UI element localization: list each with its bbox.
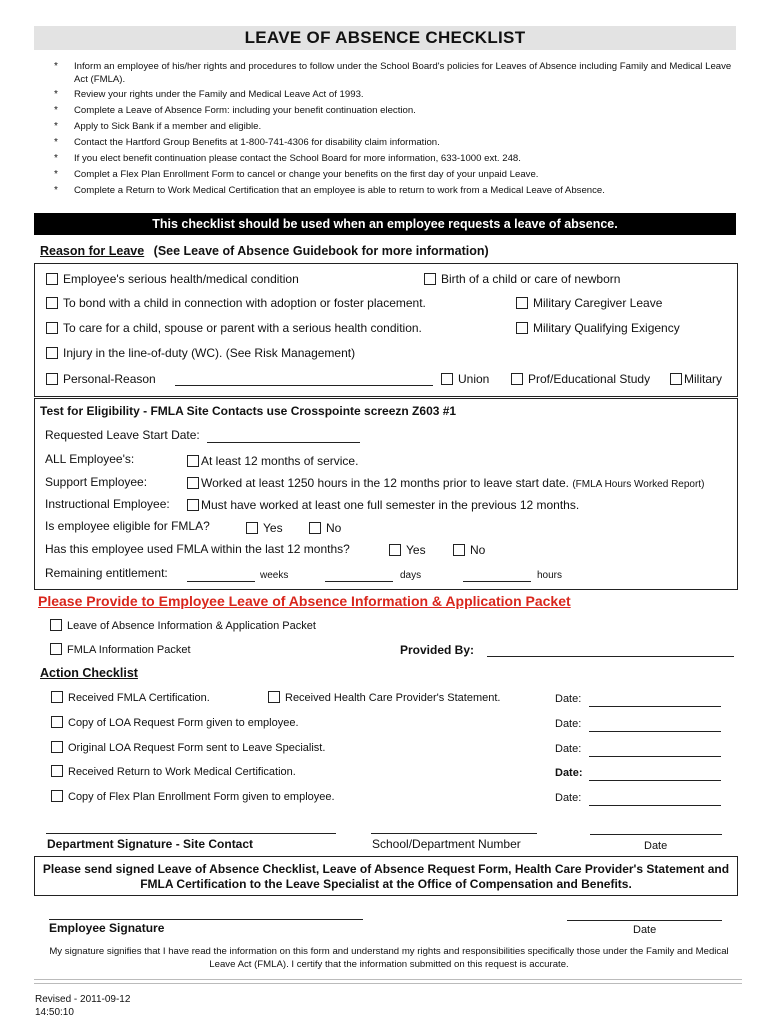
support-employee-option: Worked at least 1250 hours in the 12 months prior to leave start date. (FMLA Hours Worked Report) bbox=[187, 476, 704, 490]
fmla-packet-item: FMLA Information Packet bbox=[50, 643, 191, 656]
reason-birth: Birth of a child or care of newborn bbox=[424, 272, 620, 286]
eligible-question: Is employee eligible for FMLA? bbox=[45, 519, 210, 533]
action-item-copy-request: Copy of LOA Request Form given to employee. bbox=[51, 716, 299, 729]
list-item: * Contact the Hartford Group Benefits at 1-800-741-4306 for disability claim information. bbox=[54, 137, 734, 150]
fmla-cert-checkbox[interactable] bbox=[51, 691, 63, 703]
dept-signature-field[interactable] bbox=[46, 826, 336, 834]
prof-checkbox[interactable] bbox=[511, 373, 523, 385]
reason-title: Reason for Leave bbox=[40, 244, 145, 258]
weeks-label: weeks bbox=[260, 570, 289, 581]
action-item-provider-statement: Received Health Care Provider's Statement. bbox=[268, 691, 500, 704]
instructions-list bbox=[54, 61, 734, 201]
union-checkbox[interactable] bbox=[441, 373, 453, 385]
dept-date-label: Date bbox=[644, 840, 668, 852]
reason-care: To care for a child, spouse or parent with a serious health condition. bbox=[46, 321, 422, 335]
used-yes-checkbox[interactable] bbox=[389, 544, 401, 556]
used-no-checkbox[interactable] bbox=[453, 544, 465, 556]
service-checkbox[interactable] bbox=[187, 455, 199, 467]
reason-military-exigency: Military Qualifying Exigency bbox=[516, 321, 680, 335]
submission-notice: Please send signed Leave of Absence Checklist, Leave of Absence Request Form, Health Care Provider's Statement and FMLA Certification to the Leave Specialist at the Office of Compensation and Benefits. bbox=[34, 856, 738, 896]
employee-date-field[interactable] bbox=[567, 913, 722, 921]
attestation-text: My signature signifies that I have read the information on this form and understand my rights and responsibilities specifically those under the Family and Medical Leave Act (FMLA). I certify that the information submitted on this request is accurate. bbox=[49, 946, 729, 970]
copy-request-checkbox[interactable] bbox=[51, 716, 63, 728]
instructional-employee-label: Instructional Employee: bbox=[45, 497, 170, 511]
weeks-field[interactable] bbox=[187, 570, 255, 582]
days-label: days bbox=[400, 570, 422, 581]
personal-checkbox[interactable] bbox=[46, 373, 58, 385]
list-item: * Inform an employee of his/her rights and procedures to follow under the School Board's policies for Leaves of Absence including Family and Medical Leave Act (FMLA). bbox=[54, 61, 734, 86]
list-item: * If you elect benefit continuation please contact the School Board for more information, 633-1000 ext. 248. bbox=[54, 153, 734, 166]
separator bbox=[34, 983, 742, 984]
personal-reason-field[interactable] bbox=[175, 374, 433, 386]
start-date-field[interactable] bbox=[207, 431, 360, 443]
reason-military: Military bbox=[670, 372, 722, 386]
fmla-packet-checkbox[interactable] bbox=[50, 643, 62, 655]
eligibility-heading: Test for Eligibility - FMLA Site Contacts use Crosspointe screezn Z603 #1 bbox=[40, 404, 457, 418]
page-title: LEAVE OF ABSENCE CHECKLIST bbox=[34, 26, 736, 50]
injury-checkbox[interactable] bbox=[46, 347, 58, 359]
revised-time: 14:50:10 bbox=[35, 1007, 74, 1018]
eligible-yes: Yes bbox=[246, 521, 283, 535]
date-label: Date: bbox=[555, 693, 582, 705]
reason-prof: Prof/Educational Study bbox=[511, 372, 650, 386]
list-item: * Complete a Return to Work Medical Certification that an employee is able to return to work from a Medical Leave of Absence. bbox=[54, 185, 734, 198]
date-label: Date: bbox=[555, 767, 583, 779]
date-field[interactable] bbox=[589, 794, 721, 806]
health-checkbox[interactable] bbox=[46, 273, 58, 285]
employee-signature-field[interactable] bbox=[49, 912, 363, 920]
revised-date: Revised - 2011-09-12 bbox=[35, 994, 131, 1005]
school-number-field[interactable] bbox=[371, 826, 537, 834]
hours-label: hours bbox=[537, 570, 563, 581]
list-item: * Complete a Leave of Absence Form: including your benefit continuation election. bbox=[54, 105, 734, 118]
hours-field[interactable] bbox=[463, 570, 531, 582]
reason-personal: Personal-Reason bbox=[46, 372, 156, 386]
date-label: Date: bbox=[555, 792, 582, 804]
all-employee-option: At least 12 months of service. bbox=[187, 454, 358, 468]
action-heading: Action Checklist bbox=[40, 666, 138, 680]
employee-date-label: Date bbox=[633, 924, 657, 936]
employee-signature-label: Employee Signature bbox=[49, 921, 165, 935]
military-checkbox[interactable] bbox=[670, 373, 682, 385]
reason-heading bbox=[40, 242, 489, 260]
date-field[interactable] bbox=[589, 695, 721, 707]
reason-subtitle: (See Leave of Absence Guidebook for more information) bbox=[153, 244, 489, 258]
dept-date-field[interactable] bbox=[590, 827, 722, 835]
provided-by-field[interactable] bbox=[487, 645, 734, 657]
used-yes: Yes bbox=[389, 543, 426, 557]
list-item: * Apply to Sick Bank if a member and eligible. bbox=[54, 121, 734, 134]
action-item-flex-plan: Copy of Flex Plan Enrollment Form given to employee. bbox=[51, 790, 335, 803]
instructional-employee-option: Must have worked at least one full semester in the previous 12 months. bbox=[187, 498, 579, 512]
semester-checkbox[interactable] bbox=[187, 499, 199, 511]
usage-banner: This checklist should be used when an employee requests a leave of absence. bbox=[34, 213, 736, 235]
provide-heading: Please Provide to Employee Leave of Absence Information & Application Packet bbox=[38, 593, 571, 609]
start-date-label: Requested Leave Start Date: bbox=[45, 428, 200, 442]
days-field[interactable] bbox=[325, 570, 393, 582]
remaining-label: Remaining entitlement: bbox=[45, 566, 168, 580]
list-item: * Complet a Flex Plan Enrollment Form to cancel or change your benefits on the first day of your unpaid Leave. bbox=[54, 169, 734, 182]
action-item-original-request: Original LOA Request Form sent to Leave Specialist. bbox=[51, 741, 325, 754]
reason-bond: To bond with a child in connection with adoption or foster placement. bbox=[46, 296, 426, 310]
return-to-work-checkbox[interactable] bbox=[51, 765, 63, 777]
care-checkbox[interactable] bbox=[46, 322, 58, 334]
eligible-no: No bbox=[309, 521, 341, 535]
date-label: Date: bbox=[555, 743, 582, 755]
flex-plan-checkbox[interactable] bbox=[51, 790, 63, 802]
school-number-label: School/Department Number bbox=[372, 837, 521, 851]
used-question: Has this employee used FMLA within the last 12 months? bbox=[45, 542, 350, 556]
reason-health: Employee's serious health/medical condition bbox=[46, 272, 299, 286]
reason-union: Union bbox=[441, 372, 489, 386]
list-item: * Review your rights under the Family and Medical Leave Act of 1993. bbox=[54, 89, 734, 102]
military-caregiver-checkbox[interactable] bbox=[516, 297, 528, 309]
date-label: Date: bbox=[555, 718, 582, 730]
separator bbox=[34, 979, 742, 980]
birth-checkbox[interactable] bbox=[424, 273, 436, 285]
eligibility-box bbox=[34, 398, 738, 590]
provided-by-label: Provided By: bbox=[400, 643, 475, 657]
dept-signature-label: Department Signature - Site Contact bbox=[47, 837, 254, 851]
bond-checkbox[interactable] bbox=[46, 297, 58, 309]
used-no: No bbox=[453, 543, 485, 557]
provider-statement-checkbox[interactable] bbox=[268, 691, 280, 703]
date-field[interactable] bbox=[589, 769, 721, 781]
action-item-fmla-cert: Received FMLA Certification. bbox=[51, 691, 210, 704]
action-item-return-to-work: Received Return to Work Medical Certification. bbox=[51, 765, 296, 778]
original-request-checkbox[interactable] bbox=[51, 741, 63, 753]
eligible-no-checkbox[interactable] bbox=[309, 522, 321, 534]
packet-checkbox[interactable] bbox=[50, 619, 62, 631]
packet-item: Leave of Absence Information & Application Packet bbox=[50, 619, 316, 632]
reason-injury: Injury in the line-of-duty (WC). (See Risk Management) bbox=[46, 346, 355, 360]
reason-military-caregiver: Military Caregiver Leave bbox=[516, 296, 662, 310]
hours-checkbox[interactable] bbox=[187, 477, 199, 489]
eligible-yes-checkbox[interactable] bbox=[246, 522, 258, 534]
all-employee-label: ALL Employee's: bbox=[45, 452, 135, 466]
date-field[interactable] bbox=[589, 745, 721, 757]
military-exigency-checkbox[interactable] bbox=[516, 322, 528, 334]
support-employee-label: Support Employee: bbox=[45, 475, 148, 489]
date-field[interactable] bbox=[589, 720, 721, 732]
